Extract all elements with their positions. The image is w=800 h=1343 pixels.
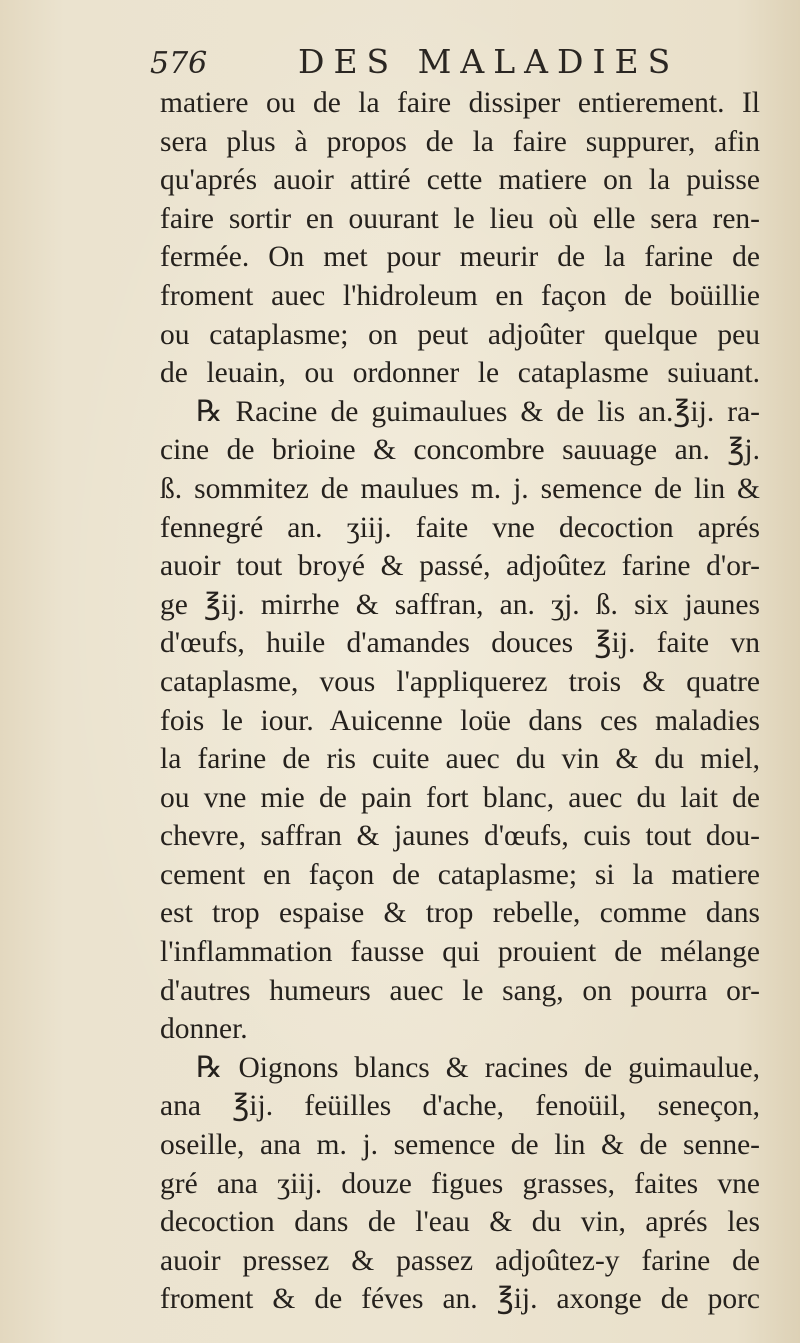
text-line: faire sortir en ouurant le lieu où elle sera ren- [160, 202, 760, 235]
text-line: froment auec l'hidroleum en façon de boüillie [160, 279, 760, 312]
text-line: est trop espaise & trop rebelle, comme dans [160, 897, 760, 930]
text-line: cine de brioine & concombre sauuage an. ℥j. [160, 434, 760, 467]
running-title: DES MALADIES [298, 42, 680, 81]
recipe-line: ℞ Racine de guimaulues & de lis an.℥ij. ra- [196, 395, 760, 428]
text-line: l'inflammation fausse qui prouient de mélange [160, 936, 760, 969]
page-number: 576 [150, 46, 208, 81]
text-line: fermée. On met pour meurir de la farine de [160, 241, 760, 274]
text-line: sera plus à propos de la faire suppurer, afin [160, 125, 760, 158]
body-text [160, 84, 760, 1319]
text-line: chevre, saffran & jaunes d'œufs, cuis tout dou- [160, 820, 760, 853]
text-line: decoction dans de l'eau & du vin, aprés les [160, 1206, 760, 1239]
text-line: ou vne mie de pain fort blanc, auec du lait de [160, 781, 760, 814]
text-line: ge ℥ij. mirrhe & saffran, an. ʒj. ß. six jaunes [160, 588, 760, 621]
text-line: d'œufs, huile d'amandes douces ℥ij. faite vn [160, 627, 760, 660]
text-line: de leuain, ou ordonner le cataplasme suiuant. [160, 357, 760, 390]
recipe-line: ℞ Oignons blancs & racines de guimaulue, [196, 1051, 760, 1084]
text-line: auoir pressez & passez adjoûtez-y farine de [160, 1244, 760, 1277]
text-line: cataplasme, vous l'appliquerez trois & quatre [160, 665, 760, 698]
text-line: d'autres humeurs auec le sang, on pourra or- [160, 974, 760, 1007]
text-line: ou cataplasme; on peut adjoûter quelque peu [160, 318, 760, 351]
text-line: froment & de féves an. ℥ij. axonge de porc [160, 1283, 760, 1316]
text-line: auoir tout broyé & passé, adjoûtez farine d'or- [160, 550, 760, 583]
text-line: donner. [160, 1013, 248, 1046]
text-line: fennegré an. ʒiij. faite vne decoction aprés [160, 511, 760, 544]
text-line: gré ana ʒiij. douze figues grasses, faites vne [160, 1167, 760, 1200]
text-line: ana ℥ij. feüilles d'ache, fenoüil, seneçon, [160, 1090, 760, 1123]
text-line: matiere ou de la faire dissiper entierement. Il [160, 87, 760, 119]
text-line: fois le iour. Auicenne loüe dans ces maladies [160, 704, 760, 737]
text-line: la farine de ris cuite auec du vin & du miel, [160, 743, 760, 776]
text-line: oseille, ana m. j. semence de lin & de senne- [160, 1129, 760, 1162]
text-line: qu'aprés auoir attiré cette matiere on la puisse [160, 164, 760, 197]
text-line: ß. sommitez de maulues m. j. semence de lin & [160, 472, 760, 505]
text-line: cement en façon de cataplasme; si la matiere [160, 858, 760, 891]
